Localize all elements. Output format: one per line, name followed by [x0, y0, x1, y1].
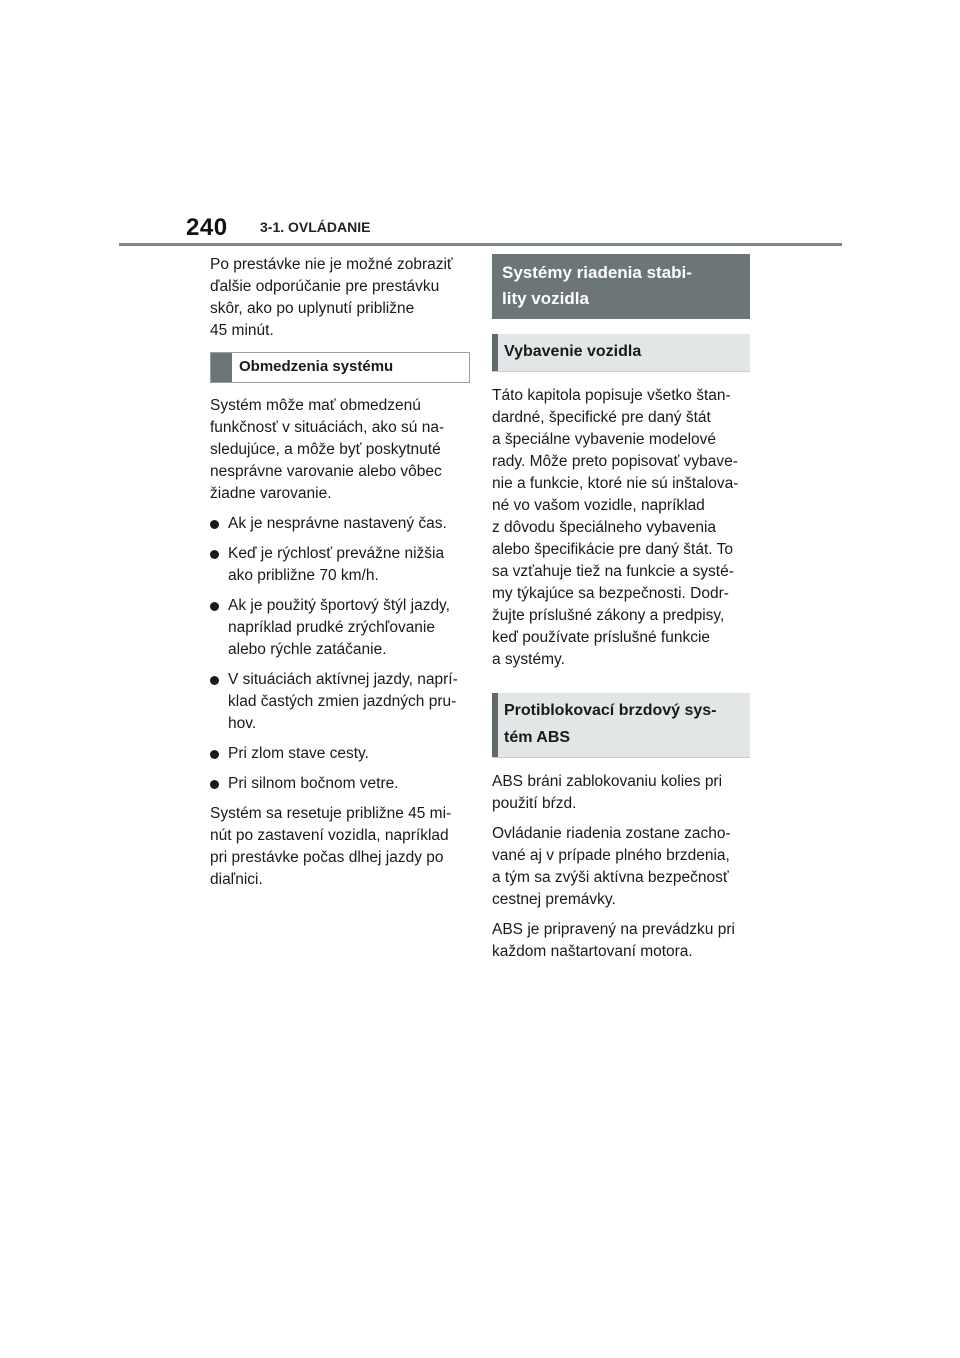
- reset-paragraph: Systém sa resetuje približne 45 mi- nút po zastavení vozidla, napríklad pri prestávke počas dlhej jazdy po diaľnici.: [210, 805, 452, 888]
- list-item: [210, 513, 470, 535]
- equipment-heading: Vybavenie vozidla: [504, 343, 642, 360]
- bullet-dot-icon: [210, 602, 219, 611]
- section-title: Systémy riadenia stabi- lity vozidla: [492, 254, 750, 319]
- limits-heading: Obmedzenia systému: [239, 358, 394, 375]
- bullet-dot-icon: [210, 780, 219, 789]
- list-item: [210, 543, 470, 587]
- abs-paragraph-3: ABS je pripravený na prevádzku pri každom naštartovaní motora.: [492, 921, 735, 960]
- abs-paragraph-2: Ovládanie riadenia zostane zacho- vané aj v prípade plného brzdenia, a tým sa zvýši aktívna bezpečnosť cestnej premávky.: [492, 825, 731, 908]
- list-item-text: Keď je rýchlosť prevážne nižšia ako približne 70 km/h.: [228, 545, 445, 584]
- heading-marker: [211, 353, 232, 382]
- page-number: 240: [186, 214, 228, 241]
- limits-list: [210, 513, 470, 795]
- chapter-title: 3-1. OVLÁDANIE: [260, 219, 371, 235]
- abs-heading-box: [492, 693, 750, 758]
- intro-paragraph: Po prestávke nie je možné zobraziť ďalšie odporúčanie pre prestávku skôr, ako po uplynutí približne 45 minút.: [210, 256, 453, 339]
- list-item: [210, 773, 470, 795]
- list-item-text: Ak je nesprávne nastavený čas.: [228, 515, 447, 532]
- limits-paragraph: Systém môže mať obmedzenú funkčnosť v situáciách, ako sú na- sledujúce, a môže byť poskytnuté nesprávne varovanie alebo vôbec žiadne varovanie.: [210, 397, 445, 502]
- bullet-dot-icon: [210, 750, 219, 759]
- list-item-text: Ak je použitý športový štýl jazdy, napríklad prudké zrýchľovanie alebo rýchle zatáčanie.: [228, 597, 450, 658]
- equipment-heading-box: [492, 334, 750, 372]
- header-rule: [119, 243, 842, 246]
- abs-paragraph-1: ABS bráni zablokovaniu kolies pri použití bŕzd.: [492, 773, 723, 812]
- bullet-dot-icon: [210, 550, 219, 559]
- left-column: [210, 254, 470, 899]
- right-column: [492, 254, 750, 971]
- limits-heading-box: [210, 352, 470, 383]
- list-item: [210, 595, 470, 661]
- heading-marker: [492, 334, 498, 371]
- abs-heading: Protiblokovací brzdový sys- tém ABS: [504, 702, 717, 746]
- list-item-text: Pri silnom bočnom vetre.: [228, 775, 399, 792]
- bullet-dot-icon: [210, 676, 219, 685]
- heading-marker: [492, 693, 498, 757]
- list-item: [210, 669, 470, 735]
- list-item: [210, 743, 470, 765]
- list-item-text: V situáciách aktívnej jazdy, naprí- klad častých zmien jazdných pru- hov.: [228, 671, 458, 732]
- list-item-text: Pri zlom stave cesty.: [228, 745, 369, 762]
- equipment-paragraph: Táto kapitola popisuje všetko štan- dardné, špecifické pre daný štát a špeciálne vybavenie modelové rady. Môže preto popisovať vybave- nie a funkcie, ktoré nie sú inštalova- né vo vašom vozidle, napríklad z dôvodu špeciálneho vybavenia alebo špecifikácie pre daný štát. To sa vzťahuje tiež na funkcie a systé- my týkajúce sa bezpečnosti. Dodr- žujte príslušné zákony a predpisy, keď používate príslušné funkcie a systémy.: [492, 387, 739, 668]
- bullet-dot-icon: [210, 520, 219, 529]
